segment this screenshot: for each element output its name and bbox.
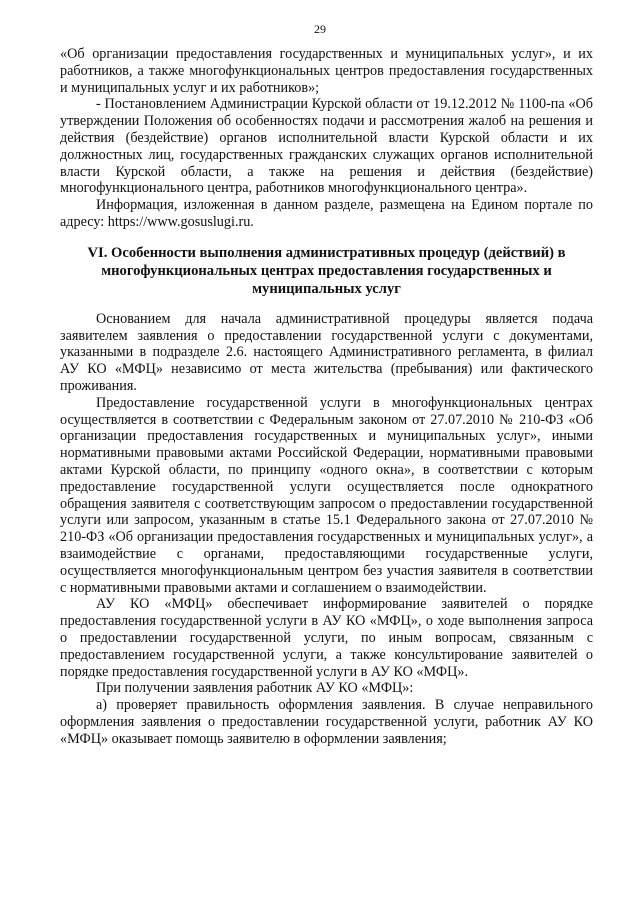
- paragraph-mfc-provision: Предоставление государственной услуги в многофункциональных центрах осуществляется в соответствии с Федеральным законом от 27.07.2010 № 210-ФЗ «Об организации предоставления государственных и муниципальных услуг», иными нормативными правовыми актами Российской Федерации, нормативными правовыми актами Курской области, по принципу «одного окна», в соответствии с которым предоставление государственной услуги осуществляется после однократного обращения заявителя с соответствующим запросом о предоставлении государственной услуги или запросом, указанным в статье 15.1 Федерального закона от 27.07.2010 № 210-ФЗ «Об организации предоставления государственных и муниципальных услуг», а взаимодействие с органами, предоставляющими государственные услуги, осуществляется многофункциональным центром без участия заявителя в соответствии с нормативными правовыми актами и соглашением о взаимодействии.: [60, 394, 593, 596]
- document-body: [60, 46, 593, 747]
- paragraph-kursk-resolution: - Постановлением Администрации Курской области от 19.12.2012 № 1100-па «Об утверждении Положения об особенностях подачи и рассмотрения жалоб на решения и действия (бездействие) органов исполнительной власти Курской области и их должностных лиц, государственных гражданских служащих органов исполнительной власти Курской области, а также на решения и действия (бездействие) многофункционального центра, работников многофункционального центра».: [60, 96, 593, 197]
- paragraph-law-reference-continuation: «Об организации предоставления государственных и муниципальных услуг», и их работников, а также многофункциональных центров предоставления государственных и муниципальных услуг и их работников»;: [60, 46, 593, 96]
- paragraph-mfc-informing: АУ КО «МФЦ» обеспечивает информирование заявителей о порядке предоставления государственной услуги в АУ КО «МФЦ», о ходе выполнения запроса о предоставлении государственной услуги, по иным вопросам, связанным с предоставлением государственной услуги, а также консультирование заявителей о порядке предоставления государственной услуги в АУ КО «МФЦ».: [60, 596, 593, 680]
- paragraph-upon-receipt: При получении заявления работник АУ КО «МФЦ»:: [96, 680, 414, 697]
- page-number: 29: [314, 22, 326, 36]
- paragraph-item-a: а) проверяет правильность оформления заявления. В случае неправильного оформления заявления о предоставлении государственной услуги, работник АУ КО «МФЦ» оказывает помощь заявителю в оформлении заявления;: [60, 697, 593, 747]
- paragraph-portal-info: Информация, изложенная в данном разделе, размещена на Едином портале по адресу: https://www.gosuslugi.ru.: [60, 197, 593, 230]
- paragraph-procedure-basis: Основанием для начала административной процедуры является подача заявителем заявления о предоставлении государственной услуги с документами, указанными в подразделе 2.6. настоящего Административного регламента, в филиал АУ КО «МФЦ» независимо от места жительства (пребывания) или фактического проживания.: [60, 310, 593, 394]
- section-heading: VI. Особенности выполнения административных процедур (действий) в многофункциональных центрах предоставления государственных и муниципальных услуг: [87, 244, 566, 297]
